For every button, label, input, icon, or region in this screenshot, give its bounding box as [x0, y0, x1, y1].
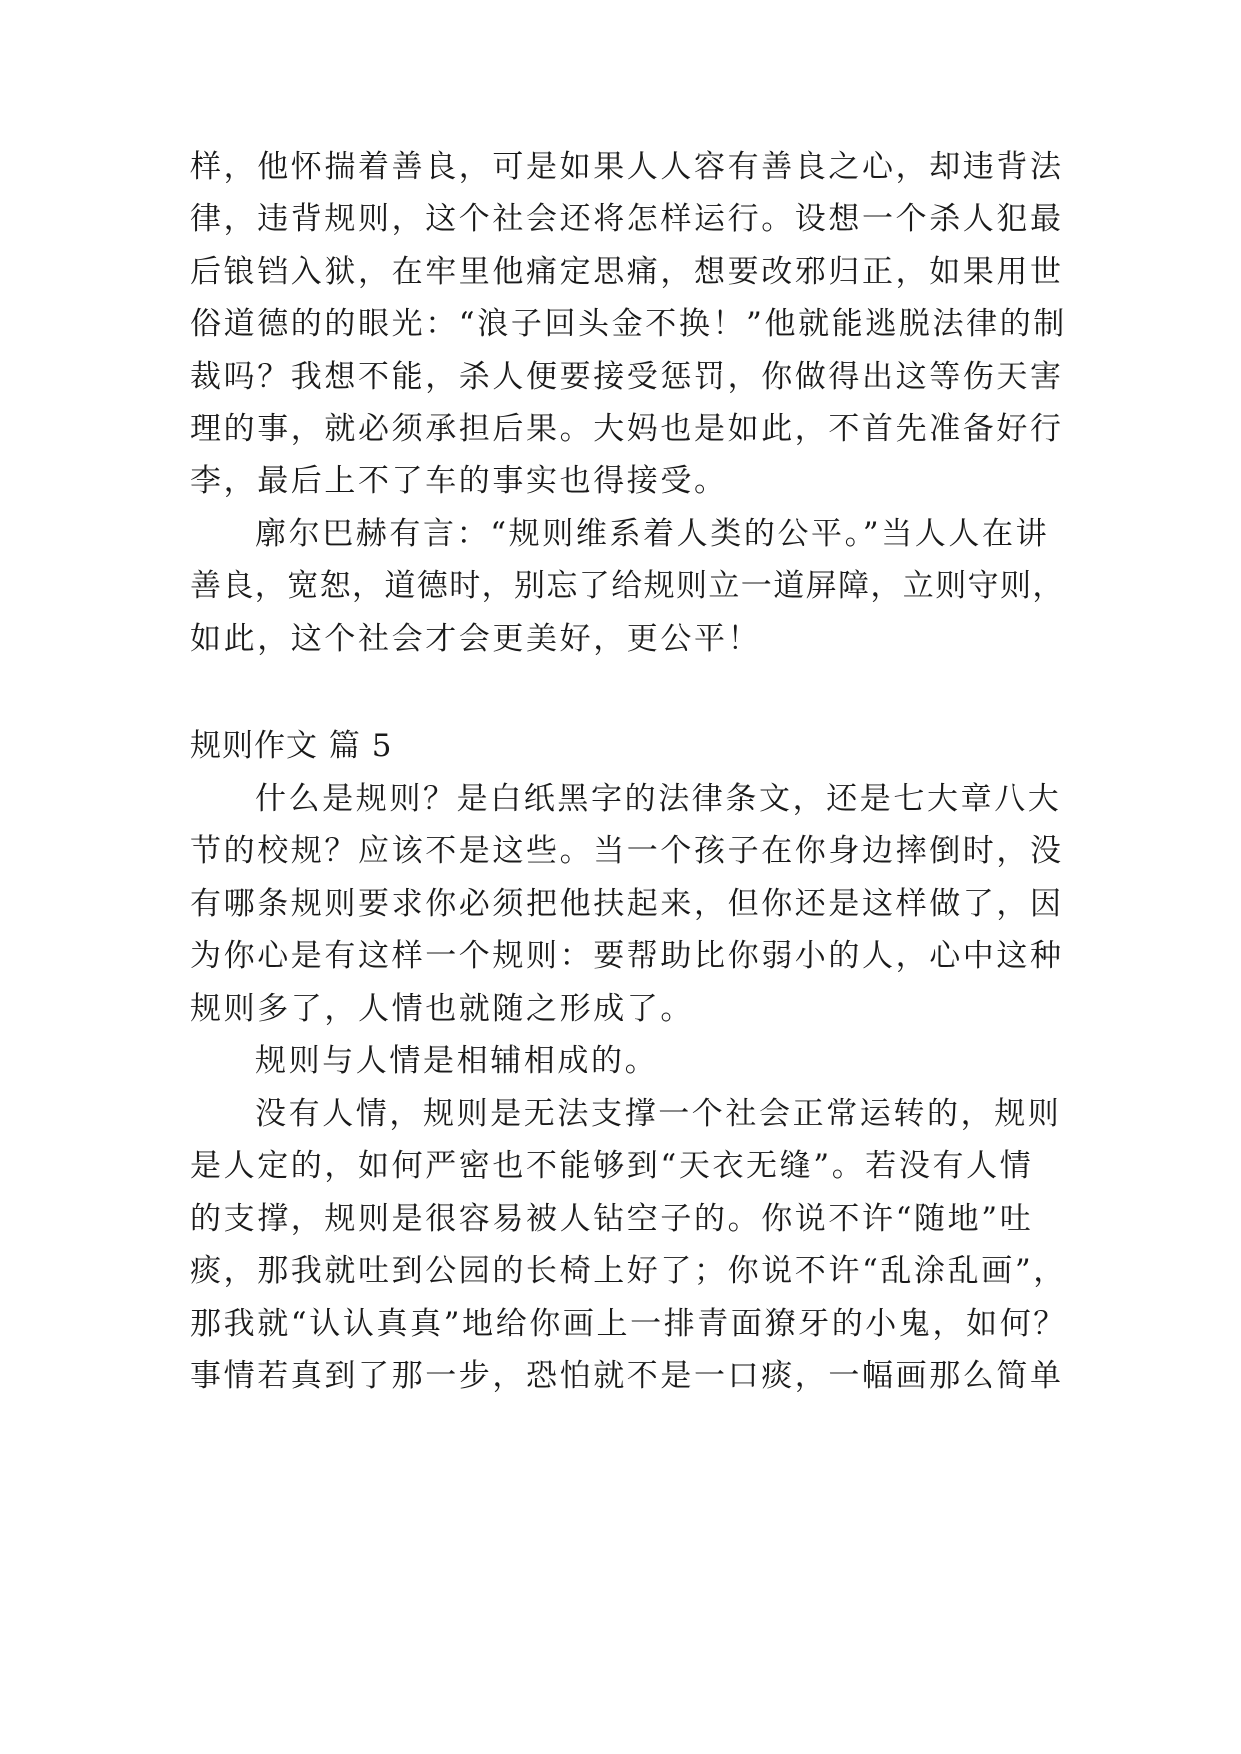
- text-line: 有哪条规则要求你必须把他扶起来，但你还是这样做了，因: [190, 886, 1064, 922]
- text-line: 为你心是有这样一个规则：要帮助比你弱小的人，心中这种: [190, 938, 1064, 974]
- text-line: 李，最后上不了车的事实也得接受。: [190, 463, 728, 499]
- text-line: 规则多了，人情也就随之形成了。: [190, 991, 694, 1027]
- text-line: 没有人情，规则是无法支撑一个社会正常运转的，规则: [255, 1096, 1062, 1132]
- text-line: 律，违背规则，这个社会还将怎样运行。设想一个杀人犯最: [190, 201, 1064, 237]
- text-line: 的支撑，规则是很容易被人钻空子的。你说不许“随地”吐: [190, 1201, 1034, 1237]
- text-line: 后锒铛入狱，在牢里他痛定思痛，想要改邪归正，如果用世: [190, 254, 1064, 290]
- text-line: 俗道德的的眼光：“浪子回头金不换！”他就能逃脱法律的制: [190, 306, 1067, 342]
- text-line: 样，他怀揣着善良，可是如果人人容有善良之心，却违背法: [190, 149, 1064, 185]
- text-line: 善良，宽恕，道德时，别忘了给规则立一道屏障，立则守则，: [190, 568, 1065, 604]
- text-line: 事情若真到了那一步，恐怕就不是一口痰，一幅画那么简单: [190, 1358, 1064, 1394]
- text-line: 如此，这个社会才会更美好，更公平！: [190, 621, 762, 657]
- section-heading: 规则作文 篇 5: [190, 728, 393, 764]
- text-line: 节的校规？应该不是这些。当一个孩子在你身边摔倒时，没: [190, 833, 1064, 869]
- text-line: 什么是规则？是白纸黑字的法律条文，还是七大章八大: [255, 781, 1062, 817]
- text-line: 是人定的，如何严密也不能够到“天衣无缝”。若没有人情: [190, 1148, 1034, 1184]
- text-line: 理的事，就必须承担后果。大妈也是如此，不首先准备好行: [190, 411, 1064, 447]
- text-line: 那我就“认认真真”地给你画上一排青面獠牙的小鬼，如何？: [190, 1306, 1067, 1342]
- text-line: 裁吗？我想不能，杀人便要接受惩罚，你做得出这等伤天害: [190, 359, 1064, 395]
- text-line: 痰，那我就吐到公园的长椅上好了；你说不许“乱涂乱画”，: [190, 1253, 1067, 1289]
- text-line: 规则与人情是相辅相成的。: [255, 1043, 659, 1079]
- text-line: 廓尔巴赫有言：“规则维系着人类的公平。”当人人在讲: [255, 516, 1050, 552]
